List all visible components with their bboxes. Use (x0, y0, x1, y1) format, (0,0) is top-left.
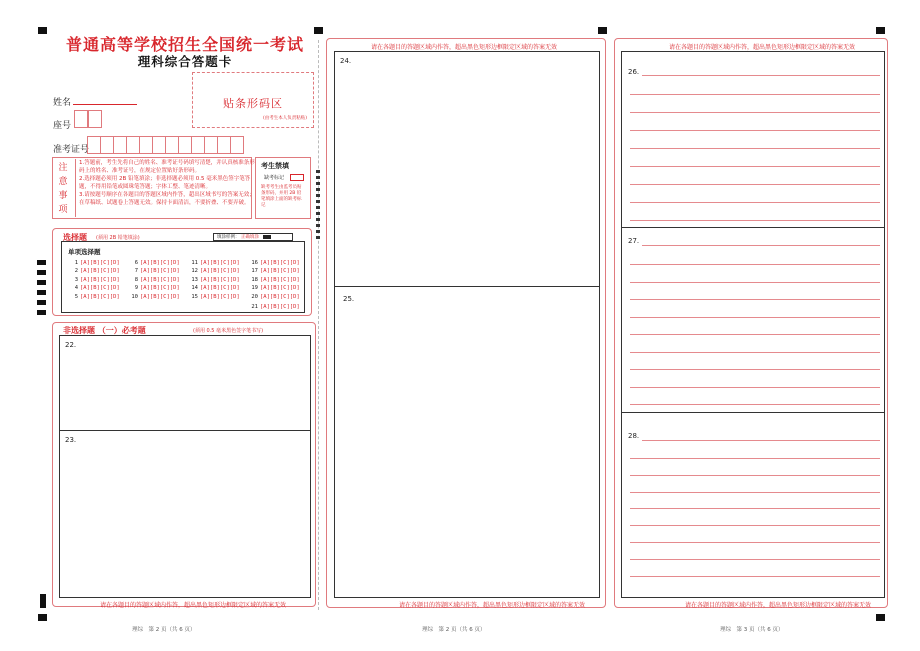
answer-line[interactable] (630, 112, 880, 113)
forbidden-note: 缺考考生由监考员贴条形码，并用 2B 铅笔填涂上面的缺考标记 (261, 185, 302, 208)
notice-item: 2.选择题必须用 2B 铅笔填涂；非选择题必须用 0.5 毫米黑色签字笔答题，不得用铅笔或圆珠笔答题；字体工整、笔迹清晰。 (79, 176, 251, 190)
choice-item-13[interactable]: 13 [A][B][C][D] (191, 276, 240, 283)
barcode-area (192, 72, 314, 128)
choice-section (52, 228, 312, 316)
position-mark (314, 27, 323, 34)
answer-line[interactable] (630, 387, 880, 388)
position-mark (38, 614, 47, 621)
position-mark (876, 614, 885, 621)
timing-mark (37, 280, 46, 285)
page-footer: 理综 第 2 页（共 6 页） (422, 627, 486, 633)
answer-line[interactable] (642, 75, 880, 76)
choice-item-15[interactable]: 15 [A][B][C][D] (191, 293, 240, 300)
answer-line[interactable] (630, 458, 880, 459)
answer-line[interactable] (630, 475, 880, 476)
forbidden-box (255, 157, 311, 219)
choice-item-17[interactable]: 17 [A][B][C][D] (251, 268, 300, 275)
choice-item-12[interactable]: 12 [A][B][C][D] (191, 268, 240, 275)
answer-line[interactable] (642, 245, 880, 246)
bottom-notice: 请在各题目的答题区域内作答，超出黑色矩形边框限定区域的答案无效 (100, 602, 287, 609)
notice-item: 3.请按题号顺序在各题目的答题区域内作答，超出区域书写的答案无效；在草稿纸、试题卷上答题无效。保持卡面清洁，不要折叠、不要弄破。 (79, 192, 255, 206)
answer-line[interactable] (630, 492, 880, 493)
filled-bubble-example (263, 235, 271, 239)
name-field[interactable] (73, 104, 137, 105)
question-27-label: 27. (628, 237, 640, 245)
seat-box[interactable] (88, 110, 102, 128)
answer-box-22-23[interactable] (59, 335, 311, 598)
choice-item-9[interactable]: 9 [A][B][C][D] (134, 285, 180, 292)
notice-item: 1.答题前，考生先将自己的姓名、准考证号码填写清楚，并认真核准条形码上的姓名、准考证号，在规定位置贴好条形码。 (79, 160, 255, 174)
question-25-label: 25. (343, 295, 355, 303)
answer-line[interactable] (630, 202, 880, 203)
top-notice: 请在各题目的答题区域内作答，超出黑色矩形边框限定区域的答案无效 (669, 44, 856, 51)
missing-label: 缺考标记 (264, 175, 285, 181)
timing-mark (37, 270, 46, 275)
exam-number-digit-box[interactable] (204, 136, 218, 154)
choice-item-14[interactable]: 14 [A][B][C][D] (191, 285, 240, 292)
timing-mark (37, 290, 46, 295)
choice-item-6[interactable]: 6 [A][B][C][D] (134, 260, 180, 266)
exam-number-digit-box[interactable] (126, 136, 140, 154)
exam-number-digit-box[interactable] (217, 136, 231, 154)
timing-mark (37, 300, 46, 305)
question-28-label: 28. (628, 432, 640, 440)
answer-panel-2 (326, 38, 606, 608)
answer-line[interactable] (630, 282, 880, 283)
answer-line[interactable] (630, 94, 880, 95)
answer-line[interactable] (630, 184, 880, 185)
timing-mark (37, 260, 46, 265)
exam-number-digit-box[interactable] (178, 136, 192, 154)
page-footer: 理综 第 3 页（共 6 页） (720, 627, 784, 633)
barcode-note: (由考生本人负责粘贴) (262, 116, 307, 121)
answer-line[interactable] (630, 542, 880, 543)
answer-line[interactable] (630, 404, 880, 405)
exam-number-digit-box[interactable] (230, 136, 244, 154)
answer-box-24-25[interactable] (334, 51, 600, 598)
divider (622, 412, 884, 413)
question-22-label: 22. (65, 341, 77, 349)
answer-box-26-28[interactable] (621, 51, 885, 598)
seat-label: 座号 (53, 121, 72, 131)
answer-line[interactable] (630, 525, 880, 526)
choice-item-3[interactable]: 3 [A][B][C][D] (74, 276, 120, 283)
choice-item-8[interactable]: 8 [A][B][C][D] (134, 276, 180, 283)
divider (60, 430, 310, 431)
divider (335, 286, 599, 287)
question-26-label: 26. (628, 68, 640, 76)
fold-line (318, 40, 319, 610)
choice-item-16[interactable]: 16 [A][B][C][D] (251, 260, 300, 266)
choice-grid (61, 241, 305, 313)
answer-line[interactable] (630, 576, 880, 577)
answer-line[interactable] (630, 559, 880, 560)
missing-mark-box[interactable] (290, 174, 304, 181)
choice-item-1[interactable]: 1 [A][B][C][D] (74, 260, 120, 266)
choice-item-4[interactable]: 4 [A][B][C][D] (74, 285, 120, 292)
bottom-notice: 请在各题目的答题区域内作答，超出黑色矩形边框限定区域的答案无效 (399, 602, 586, 609)
choice-item-7[interactable]: 7 [A][B][C][D] (134, 268, 180, 275)
choice-item-19[interactable]: 19 [A][B][C][D] (251, 285, 300, 292)
answer-panel-3 (614, 38, 888, 608)
answer-line[interactable] (630, 148, 880, 149)
notice-box (52, 157, 255, 219)
forbidden-title: 考生禁填 (261, 162, 289, 170)
answer-line[interactable] (630, 166, 880, 167)
choice-item-10[interactable]: 10 [A][B][C][D] (131, 293, 180, 300)
answer-sheet-title: 理科综合答题卡 (137, 54, 233, 69)
name-label: 姓名 (53, 98, 72, 108)
exam-number-digit-box[interactable] (113, 136, 127, 154)
divider (622, 227, 884, 228)
choice-item-11[interactable]: 11 [A][B][C][D] (191, 260, 240, 266)
page-footer: 理综 第 2 页（共 6 页） (132, 627, 196, 633)
seat-box[interactable] (74, 110, 88, 128)
exam-number-digit-box[interactable] (100, 136, 114, 154)
answer-line[interactable] (630, 264, 880, 265)
answer-line[interactable] (630, 317, 880, 318)
answer-line[interactable] (630, 369, 880, 370)
choice-item-21[interactable]: 21 [A][B][C][D] (251, 304, 300, 310)
choice-item-2[interactable]: 2 [A][B][C][D] (74, 268, 120, 275)
barcode-label: 贴条形码区 (223, 97, 283, 110)
choice-title: 选择题 (63, 233, 87, 242)
choice-item-5[interactable]: 5 [A][B][C][D] (74, 293, 120, 300)
nonchoice-section (52, 322, 316, 607)
bottom-notice: 请在各题目的答题区域内作答，超出黑色矩形边框限定区域的答案无效 (685, 602, 872, 609)
answer-line[interactable] (642, 440, 880, 441)
exam-number-digit-box[interactable] (191, 136, 205, 154)
exam-number-label: 准考证号 (53, 145, 90, 155)
choice-subtitle: (须用 2B 铅笔填涂) (96, 235, 140, 241)
single-choice-label: 单项选择题 (68, 248, 101, 256)
timing-mark (40, 594, 46, 608)
choice-item-20[interactable]: 20 [A][B][C][D] (251, 293, 300, 300)
cut-marks (316, 170, 320, 240)
position-mark (38, 27, 47, 34)
timing-mark (37, 310, 46, 315)
choice-item-18[interactable]: 18 [A][B][C][D] (251, 276, 300, 283)
exam-number-digit-box[interactable] (87, 136, 101, 154)
nonchoice-subtitle: (须用 0.5 毫米黑色签字笔书写) (193, 328, 264, 334)
answer-line[interactable] (630, 352, 880, 353)
exam-title: 普通高等学校招生全国统一考试 (65, 35, 304, 54)
position-mark (876, 27, 885, 34)
notice-heading: 注 意 事 项 (58, 163, 68, 215)
question-23-label: 23. (65, 436, 77, 444)
question-24-label: 24. (340, 57, 352, 65)
position-mark (598, 27, 607, 34)
top-notice: 请在各题目的答题区域内作答，超出黑色矩形边框限定区域的答案无效 (371, 44, 558, 51)
exam-number-digit-box[interactable] (165, 136, 179, 154)
fill-example: 填涂样例： 正确填涂 (213, 233, 293, 241)
answer-line[interactable] (630, 508, 880, 509)
notice-items (75, 159, 255, 217)
answer-line[interactable] (630, 299, 880, 300)
exam-number-boxes[interactable] (88, 136, 244, 154)
nonchoice-title: 非选择题 （一）必考题 (63, 326, 146, 335)
answer-line[interactable] (630, 130, 880, 131)
exam-number-digit-box[interactable] (152, 136, 166, 154)
answer-line[interactable] (630, 334, 880, 335)
exam-number-digit-box[interactable] (139, 136, 153, 154)
answer-line[interactable] (630, 220, 880, 221)
